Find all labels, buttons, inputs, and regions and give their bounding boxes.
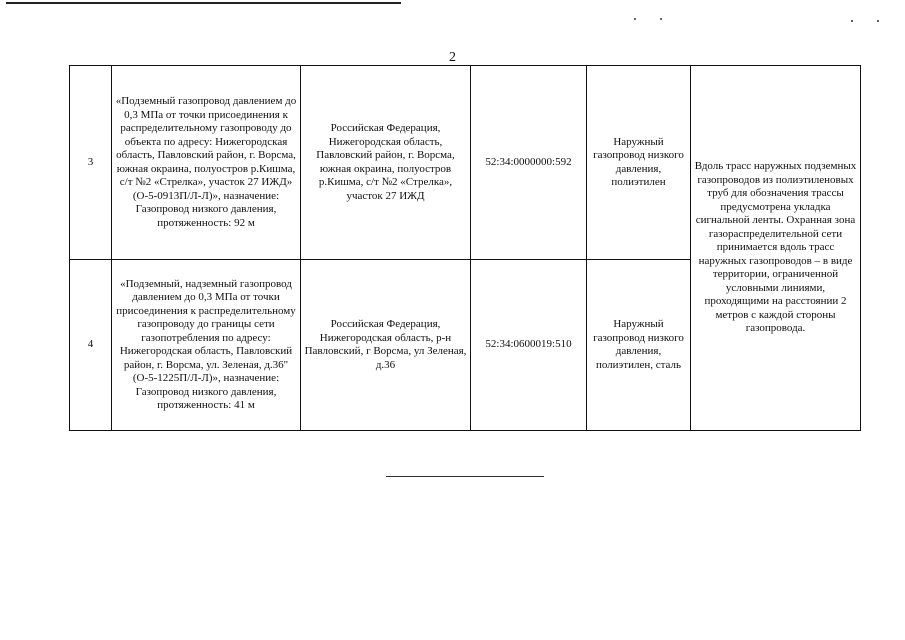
scan-dot (660, 18, 662, 20)
page-number: 2 (449, 50, 456, 65)
scan-dot (851, 20, 853, 22)
protection-zone-cell: Вдоль трасс наружных подземных газопроводов из полиэтиленовых труб для обозначения трассы предусмотрена укладка сигнальной ленты. Охранная зона газораспределительной сети принимается вдоль трасс наружных газопроводов – в виде территории, ограниченной условными линиями, проходящими на расстоянии 2 метров с каждой стороны газопровода. (691, 66, 861, 431)
row-number: 4 (70, 260, 112, 431)
cadastral-number-cell: 52:34:0600019:510 (471, 260, 587, 431)
scan-dot (634, 18, 636, 20)
pipeline-name-cell: «Подземный, надземный газопровод давлением до 0,3 МПа от точки присоединения к распределительному газопроводу до границы сети газопотребления по адресу: Нижегородская область, Павловский район, г. Ворсма, ул. Зеленая, д.36" (О-5-1225П/Л-Л)», назначение: Газопровод низкого давления, протяженность: 41 м (112, 260, 301, 431)
cadastral-number-cell: 52:34:0000000:592 (471, 66, 587, 260)
gas-pipeline-table (69, 65, 861, 431)
table-row (70, 66, 861, 260)
pipeline-type-cell: Наружный газопровод низкого давления, полиэтилен (587, 66, 691, 260)
pipeline-type-cell: Наружный газопровод низкого давления, полиэтилен, сталь (587, 260, 691, 431)
location-cell: Российская Федерация, Нижегородская область, р-н Павловский, г Ворсма, ул Зеленая, д.36 (301, 260, 471, 431)
top-rule (6, 2, 401, 4)
end-rule (386, 476, 544, 477)
row-number: 3 (70, 66, 112, 260)
scan-dot (877, 20, 879, 22)
location-cell: Российская Федерация, Нижегородская область, Павловский район, г. Ворсма, южная окраина, полуостров р.Кишма, с/т №2 «Стрелка», участок 27 ИЖД (301, 66, 471, 260)
pipeline-name-cell: «Подземный газопровод давлением до 0,3 МПа от точки присоединения к распределительному газопроводу до объекта по адресу: Нижегородская область, Павловский район, г. Ворсма, южная окраина, полуостров р.Кишма, с/т №2 «Стрелка», участок 27 ИЖД» (О-5-0913П/Л-Л)», назначение: Газопровод низкого давления, протяженность: 92 м (112, 66, 301, 260)
